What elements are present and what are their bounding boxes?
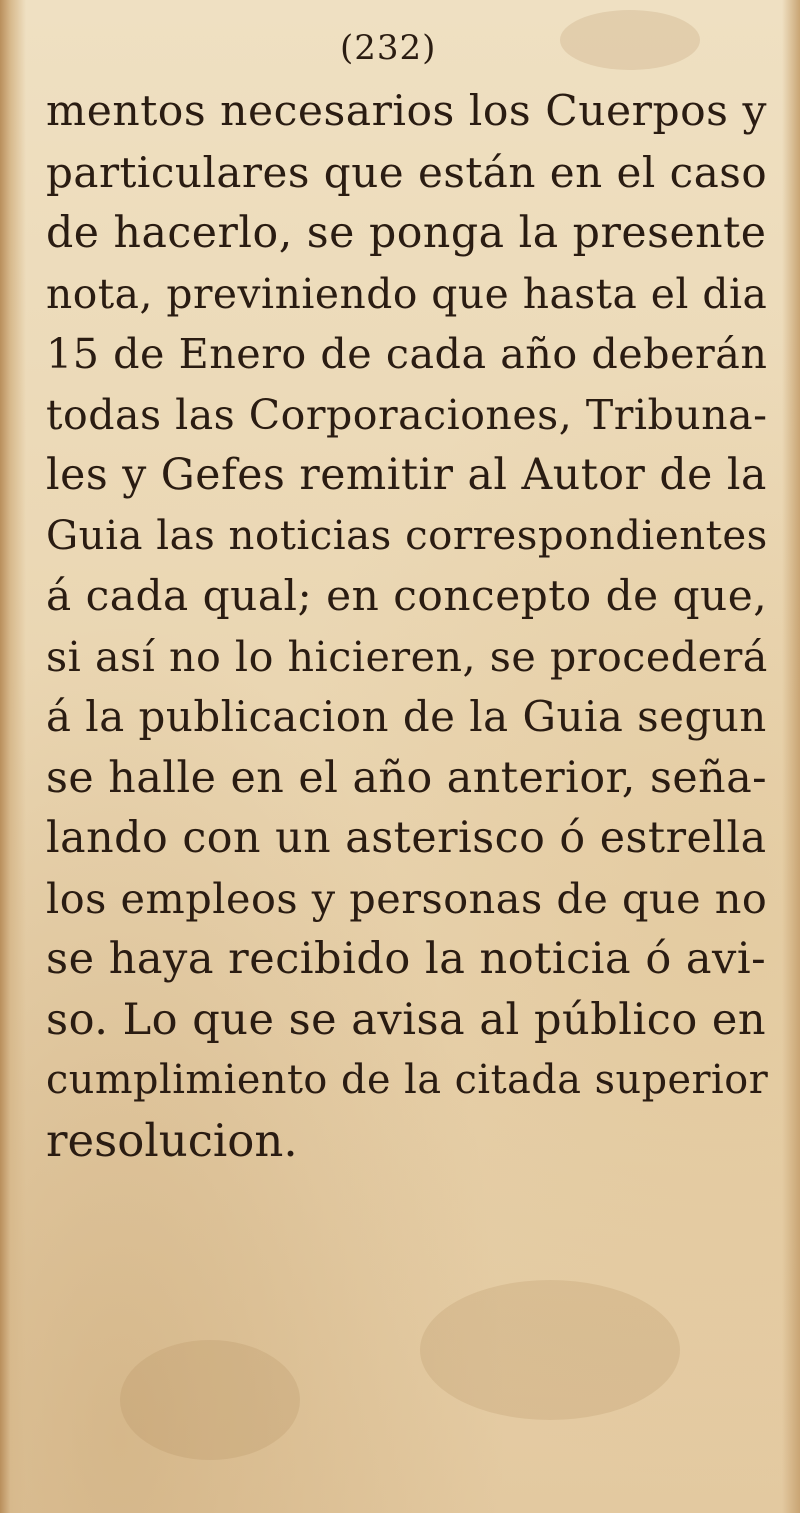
text-line: cumplimiento de la citada superior [46,1057,769,1103]
body-text [46,82,776,1171]
text-line: particulares que están en el caso [46,147,768,197]
text-line: se haya recibido la noticia ó avi- [46,934,767,984]
text-line: lando con un asterisco ó estrella [46,813,767,863]
text-line: nota, previniendo que hasta el dia [46,269,768,318]
text-line: mentos necesarios los Cuerpos y [46,87,767,136]
closing-line: resolucion. [46,1113,298,1167]
paper-stain [560,10,700,70]
text-line: 15 de Enero de cada año deberán [46,330,768,378]
text-line: á la publicacion de la Guia segun [46,692,767,741]
text-line: á cada qual; en concepto de que, [46,571,768,620]
page-right-edge [782,0,800,1513]
text-line: de hacerlo, se ponga la presente [46,208,767,258]
paper-stain [420,1280,680,1420]
text-line: Guia las noticias correspondientes [46,512,768,559]
text-line: so. Lo que se avisa al público en [46,994,767,1045]
text-line: todas las Corporaciones, Tribuna- [46,390,768,439]
text-line: si así no lo hicieren, se procederá [46,632,768,681]
page-left-edge [0,0,26,1513]
text-line: los empleos y personas de que no [46,874,768,923]
text-line: les y Gefes remitir al Autor de la [46,450,767,500]
paper-stain [120,1340,300,1460]
page-number: (232) [340,28,437,68]
text-line: se halle en el año anterior, seña- [46,752,768,803]
